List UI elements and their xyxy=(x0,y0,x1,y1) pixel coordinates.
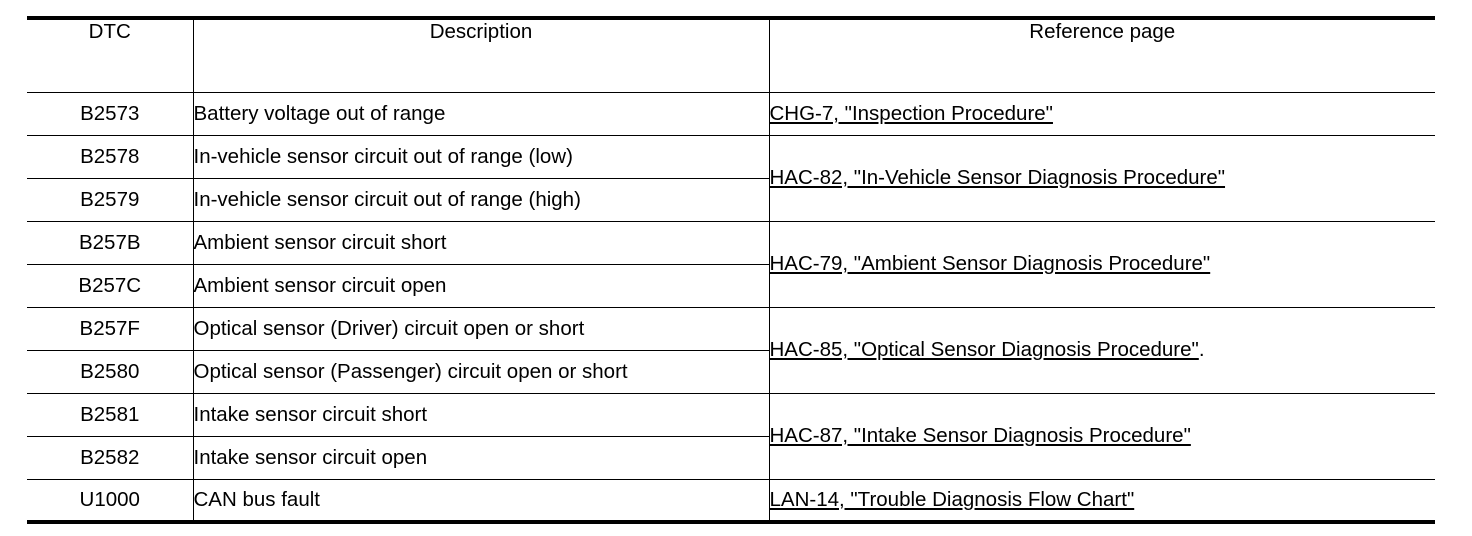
reference-link[interactable]: LAN-14, "Trouble Diagnosis Flow Chart" xyxy=(769,487,1135,511)
dtc-description: Optical sensor (Passenger) circuit open or short xyxy=(193,350,769,393)
dtc-description: In-vehicle sensor circuit out of range (high) xyxy=(193,178,769,221)
header-description: Description xyxy=(193,18,769,92)
dtc-description: CAN bus fault xyxy=(193,479,769,522)
dtc-code: B2579 xyxy=(27,178,193,221)
dtc-code: B257F xyxy=(27,307,193,350)
dtc-code: B257B xyxy=(27,221,193,264)
dtc-code: B2578 xyxy=(27,135,193,178)
reference-suffix: . xyxy=(1198,338,1205,361)
header-row xyxy=(27,18,1435,92)
dtc-description: Optical sensor (Driver) circuit open or short xyxy=(193,307,769,350)
table-row xyxy=(27,92,1435,135)
dtc-description: Battery voltage out of range xyxy=(193,92,769,135)
dtc-code: B257C xyxy=(27,264,193,307)
dtc-code: B2573 xyxy=(27,92,193,135)
dtc-code: U1000 xyxy=(27,479,193,522)
reference-cell xyxy=(769,307,1435,393)
reference-cell xyxy=(769,92,1435,135)
reference-link[interactable]: HAC-85, "Optical Sensor Diagnosis Procedure" xyxy=(769,338,1199,361)
reference-link[interactable]: HAC-79, "Ambient Sensor Diagnosis Procedure" xyxy=(769,252,1211,275)
dtc-code: B2580 xyxy=(27,350,193,393)
table-row xyxy=(27,479,1435,522)
reference-link[interactable]: CHG-7, "Inspection Procedure" xyxy=(769,101,1053,125)
reference-cell xyxy=(769,393,1435,479)
dtc-description: Ambient sensor circuit open xyxy=(193,264,769,307)
dtc-description: In-vehicle sensor circuit out of range (low) xyxy=(193,135,769,178)
table-row xyxy=(27,221,1435,264)
header-reference-page: Reference page xyxy=(769,18,1435,92)
dtc-table xyxy=(27,16,1435,524)
dtc-description: Intake sensor circuit short xyxy=(193,393,769,436)
dtc-description: Intake sensor circuit open xyxy=(193,436,769,479)
table-row xyxy=(27,307,1435,350)
reference-cell xyxy=(769,221,1435,307)
reference-cell xyxy=(769,479,1435,522)
dtc-description: Ambient sensor circuit short xyxy=(193,221,769,264)
dtc-code: B2582 xyxy=(27,436,193,479)
table-row xyxy=(27,393,1435,436)
reference-cell xyxy=(769,135,1435,221)
header-dtc: DTC xyxy=(27,18,193,92)
table-row xyxy=(27,135,1435,178)
reference-link[interactable]: HAC-87, "Intake Sensor Diagnosis Procedure" xyxy=(769,424,1191,447)
reference-link[interactable]: HAC-82, "In-Vehicle Sensor Diagnosis Procedure" xyxy=(769,166,1226,189)
dtc-code: B2581 xyxy=(27,393,193,436)
